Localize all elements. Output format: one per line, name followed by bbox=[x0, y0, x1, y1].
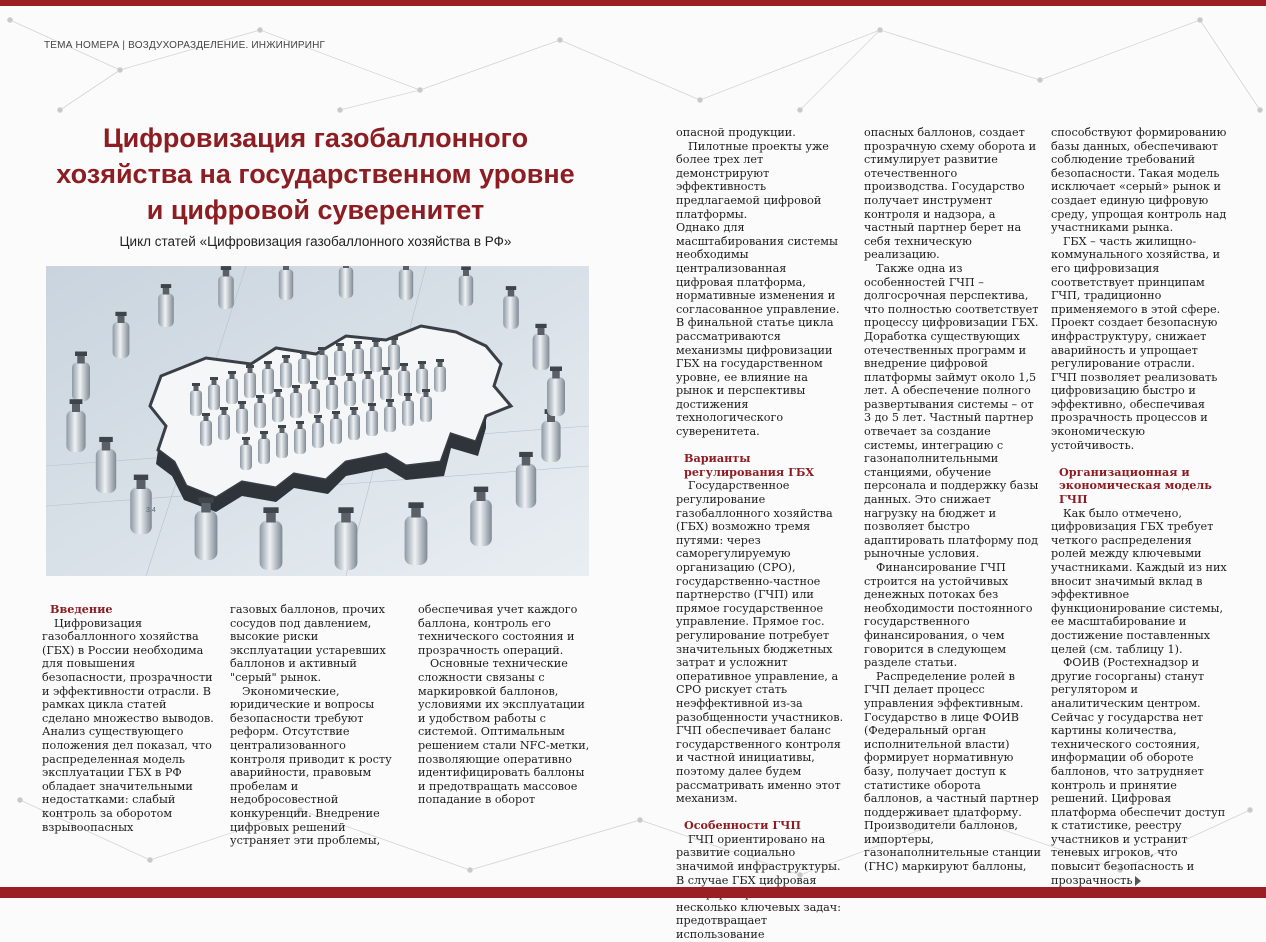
bottom-accent-bar bbox=[0, 887, 1266, 898]
paragraph: ГЧП ориентировано на развитие социально значимой инфраструктуры. В случае ГБХ цифровая несколько ключевых задач: предотвращает использование bbox=[676, 832, 841, 942]
paragraph: Как было отмечено, цифровизация ГБХ требует четкого распределения ролей между ключевыми участниками. Каждый из них вносит значимый вклад в эффективное функционирование системы, ее масштабирование и достижение поставленных целей (см. таблицу 1). bbox=[1051, 506, 1227, 656]
column-4 bbox=[676, 126, 846, 942]
paragraph-text: ФОИВ (Ростехнадзор и другие госорганы) станут регулятором и аналитическим центром. Сейчас у государства нет картины количества, технического состояния, информации об обороте баллонов, что затрудняет контроль и принятие решений. Цифровая платформа обеспечит доступ к статистике, реестру участников и устранит теневых игроков, что повысит безопасность и прозрачность bbox=[1051, 656, 1226, 887]
paragraph: опасных баллонов, создает прозрачную схему оборота и стимулирует развитие отечественного производства. Государство получает инструмент контроля и надзора, а частный партнер берет на себя техническую реализацию. bbox=[864, 126, 1037, 262]
paragraph: Распределение ролей в ГЧП делает процесс управления эффективным. Государство в лице ФОИВ (Федеральный орган исполнительной власти) формирует нормативную базу, получает доступ к статистике оборота баллонов, а частный партнер поддерживает платформу. Производители баллонов, импортеры, газонаполнительные станции (ГНС) маркируют баллоны, bbox=[864, 669, 1041, 874]
column-2 bbox=[230, 603, 402, 848]
paragraph: Также одна из особенностей ГЧП – долгосрочная перспектива, что полностью соответствует процессу цифровизации ГБХ. Доработка существующих отечественных программ и внедрение цифровой платформы займут около 1,5 лет. А обеспечение полного развертывания системы – от 3 до 5 лет. Частный партнер отвечает за создание системы, интеграцию с газонаполнительными станциями, обучение персонала и поддержку базы данных. Это снижает нагрузку на бюджет и позволяет быстро адаптировать платформу под рыночные условия. bbox=[864, 261, 1039, 561]
paragraph: Экономические, юридические и вопросы безопасности требуют реформ. Отсутствие централизованного контроля приводит к росту аварийности, правовым пробелам и недобросовестной конкуренции. Внедрение цифровых решений устраняет эти проблемы, bbox=[230, 684, 392, 848]
paragraph: ГБХ – часть жилищно-коммунального хозяйства, и его цифровизация соответствует принципам ГЧП, традиционно применяемого в этой сфере. Проект создает безопасную инфраструктуру, снижает аварийность и упрощает регулирование отрасли. bbox=[1051, 234, 1221, 371]
paragraph: Пилотные проекты уже более трех лет демонстрируют эффективность предлагаемой цифровой платформы. bbox=[676, 139, 829, 221]
article-title: Цифровизация газобаллонного хозяйства на государственном уровне и цифровой суверенитет bbox=[56, 123, 575, 225]
section-heading-org-model: Организационная и экономическая модель ГЧП bbox=[1059, 464, 1212, 507]
paragraph-last bbox=[1051, 656, 1227, 887]
paragraph: газовых баллонов, прочих сосудов под давлением, высокие риски эксплуатации устаревших баллонов и активный "серый" рынок. bbox=[230, 603, 386, 684]
paragraph: Государственное регулирование газобаллонного хозяйства (ГБХ) возможно тремя путями: через саморегулируемую организацию (СРО), государственно-частное партнерство (ГЧП) или прямое государственное управление. Прямое гос. регулирование потребует значительных бюджетных затрат и усложнит оперативное управление, а СРО рискует стать неэффективной из-за разобщенности участников. ГЧП обеспечивает баланс государственного контроля и частной инициативы, поэтому далее будем рассматривать именно этот механизм. bbox=[676, 479, 844, 806]
paragraph: ГЧП позволяет реализовать цифровизацию быстро и эффективно, обеспечивая прозрачность процессов и экономическую устойчивость. bbox=[1051, 370, 1218, 452]
continue-arrow-icon bbox=[1135, 876, 1141, 886]
column-6 bbox=[1051, 126, 1227, 887]
column-1 bbox=[42, 603, 214, 834]
paragraph: Цифровизация газобаллонного хозяйства (ГБХ) в России необходима для повышения безопасности, прозрачности и эффективности отрасли. В рамках цикла статей сделано множество выводов. Анализ существующего положения дел показал, что распределенная модель эксплуатации ГБХ в РФ обладает значительными недостатками: слабый контроль за оборотом взрывоопасных bbox=[42, 616, 214, 834]
paragraph: Однако для масштабирования системы необходимы централизованная цифровая платформа, нормативные изменения и согласованное управление. В финальной статье цикла рассматриваются механизмы цифровизации ГБХ на государственном уровне, ее влияние на рынок и перспективы достижения технологического суверенитета. bbox=[676, 221, 840, 439]
column-5 bbox=[864, 126, 1042, 874]
section-heading-intro: Введение bbox=[50, 602, 113, 616]
section-heading-regulation: Варианты регулирования ГБХ bbox=[684, 451, 815, 479]
paragraph: способствуют формированию базы данных, обеспечивают соблюдение требований безопасности. Такая модель исключает «серый» рынок и создает единую цифровую среду, упрощая контроль над участниками рынка. bbox=[1051, 126, 1227, 235]
gas-cylinders-map-illustration bbox=[46, 266, 589, 576]
illustration-svg bbox=[46, 266, 589, 576]
section-rubric: ТЕМА НОМЕРА | ВОЗДУХОРАЗДЕЛЕНИЕ. ИНЖИНИРИНГ bbox=[44, 40, 326, 51]
map-label: 3.4 bbox=[146, 507, 156, 514]
paragraph: Основные технические сложности связаны с маркировкой баллонов, условиями их эксплуатации и удобством работы с системой. Оптимальным решением стали NFC-метки, позволяющие оперативно идентифицировать баллоны и предотвращать массовое попадание в оборот bbox=[418, 657, 590, 807]
paragraph: опасной продукции. bbox=[676, 126, 796, 139]
column-3 bbox=[418, 603, 590, 807]
paragraph: обеспечивая учет каждого баллона, контроль его технического состояния и прозрачность операций. bbox=[418, 603, 578, 657]
article-subtitle: Цикл статей «Цифровизация газобаллонного хозяйства в РФ» bbox=[119, 234, 512, 249]
section-heading-ppp-features: Особенности ГЧП bbox=[684, 818, 801, 833]
paragraph: Финансирование ГЧП строится на устойчивых денежных потоках без необходимости постоянного государственного финансирования, о чем говорится в следующем разделе статьи. bbox=[864, 561, 1033, 670]
